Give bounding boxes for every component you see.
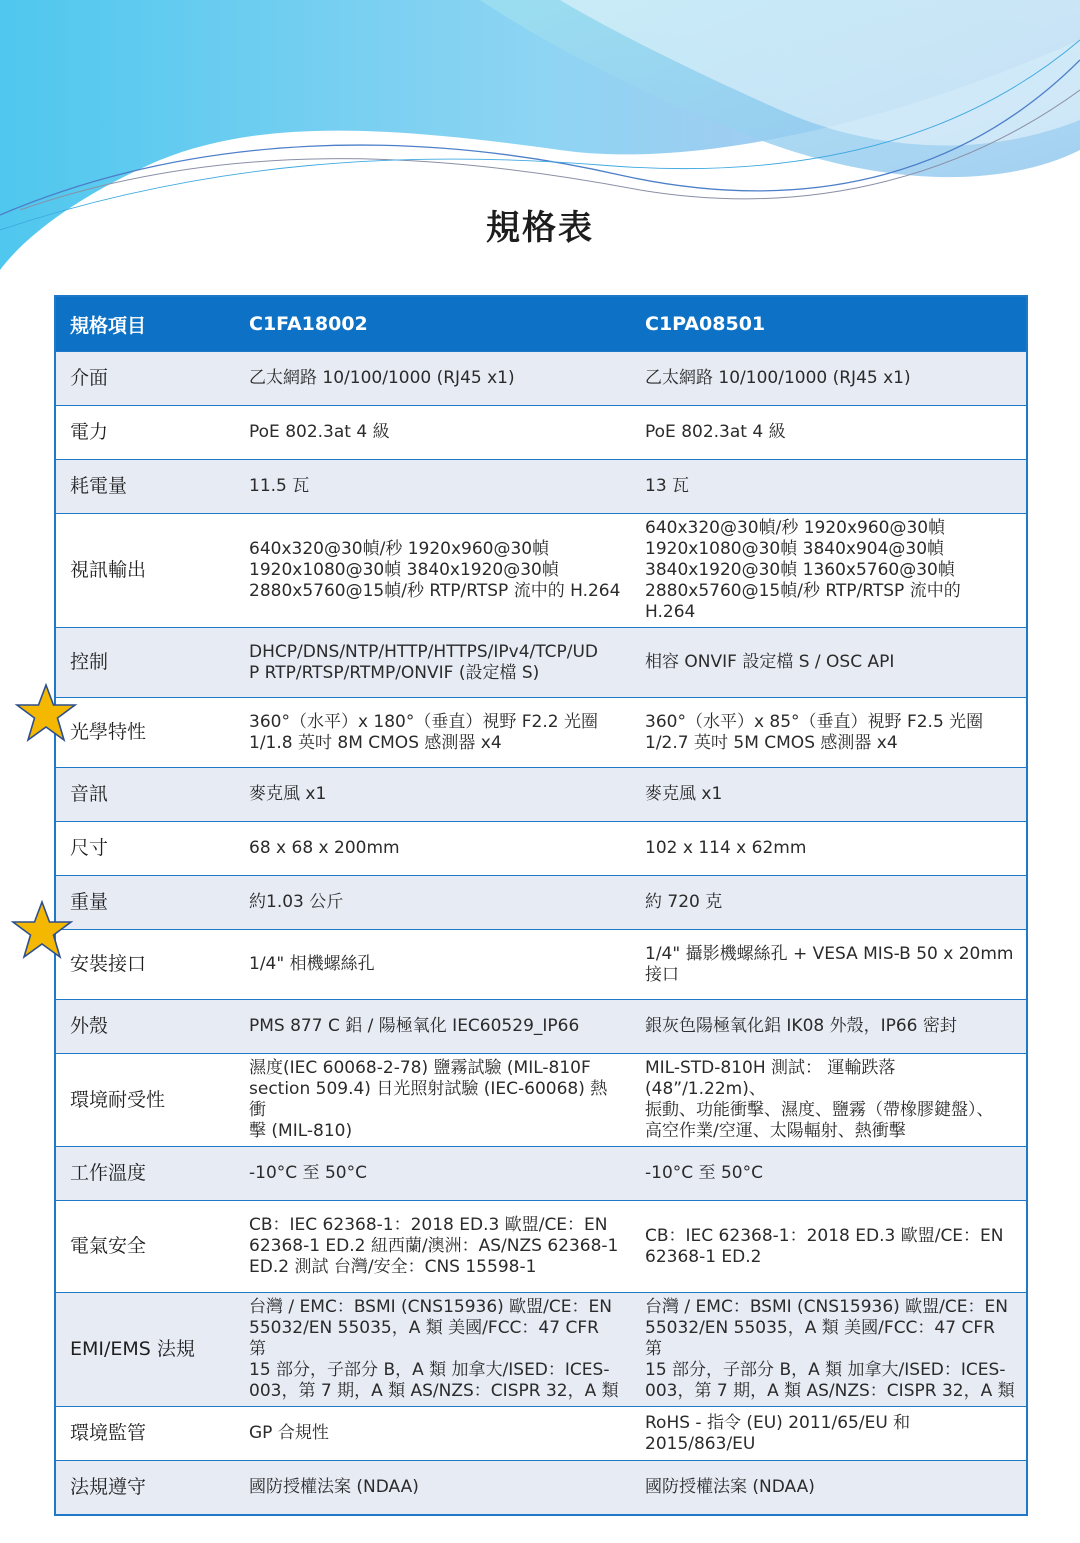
cell-c1fa18002: PMS 877 C 鋁 / 陽極氧化 IEC60529_IP66 <box>235 1000 631 1054</box>
cell-c1pa08501: 台灣 / EMC：BSMI (CNS15936) 歐盟/CE：EN 55032/EN 55035，A 類 美國/FCC：47 CFR 第 15 部分，子部分 B，A 類 加拿大/ISED：ICES- 003，第 7 期，A 類 AS/NZS：CISPR 32，A 類 <box>631 1293 1027 1407</box>
star-icon <box>14 683 78 743</box>
cell-c1fa18002: 1/4" 相機螺絲孔 <box>235 930 631 1000</box>
row-label: 尺寸 <box>55 822 235 876</box>
table-row <box>55 628 1027 698</box>
cell-c1pa08501: 國防授權法案 (NDAA) <box>631 1461 1027 1515</box>
table-row <box>55 1147 1027 1201</box>
cell-c1pa08501: 360°（水平）x 85°（垂直）視野 F2.5 光圈 1/2.7 英吋 5M CMOS 感測器 x4 <box>631 698 1027 768</box>
row-label: 控制 <box>55 628 235 698</box>
cell-c1pa08501: 13 瓦 <box>631 460 1027 514</box>
cell-c1pa08501: 麥克風 x1 <box>631 768 1027 822</box>
row-label: 音訊 <box>55 768 235 822</box>
row-label: 視訊輸出 <box>55 514 235 628</box>
table-row <box>55 406 1027 460</box>
table-row <box>55 768 1027 822</box>
cell-c1fa18002: 國防授權法案 (NDAA) <box>235 1461 631 1515</box>
row-label: 環境耐受性 <box>55 1054 235 1147</box>
cell-c1pa08501: 銀灰色陽極氧化鋁 IK08 外殼，IP66 密封 <box>631 1000 1027 1054</box>
cell-c1fa18002: PoE 802.3at 4 級 <box>235 406 631 460</box>
header-model-c1pa08501: C1PA08501 <box>631 296 1027 352</box>
cell-c1fa18002: 11.5 瓦 <box>235 460 631 514</box>
table-row <box>55 698 1027 768</box>
cell-c1fa18002: 乙太網路 10/100/1000 (RJ45 x1) <box>235 352 631 406</box>
row-label: 外殼 <box>55 1000 235 1054</box>
page-title: 規格表 <box>486 208 594 248</box>
table-row <box>55 1201 1027 1293</box>
cell-c1fa18002: 麥克風 x1 <box>235 768 631 822</box>
cell-c1pa08501: 乙太網路 10/100/1000 (RJ45 x1) <box>631 352 1027 406</box>
cell-c1pa08501: 640x320@30幀/秒 1920x960@30幀 1920x1080@30幀 3840x904@30幀 3840x1920@30幀 1360x5760@30幀 2880x5760@15幀/秒 RTP/RTSP 流中的 H.264 <box>631 514 1027 628</box>
table-row <box>55 1407 1027 1461</box>
table-row <box>55 514 1027 628</box>
cell-c1pa08501: CB：IEC 62368-1：2018 ED.3 歐盟/CE：EN 62368-1 ED.2 <box>631 1201 1027 1293</box>
cell-c1fa18002: DHCP/DNS/NTP/HTTP/HTTPS/IPv4/TCP/UD P RTP/RTSP/RTMP/ONVIF (設定檔 S) <box>235 628 631 698</box>
table-row <box>55 1293 1027 1407</box>
table-row <box>55 876 1027 930</box>
table-row <box>55 352 1027 406</box>
cell-c1fa18002: 360°（水平）x 180°（垂直）視野 F2.2 光圈 1/1.8 英吋 8M CMOS 感測器 x4 <box>235 698 631 768</box>
table-header-row <box>55 296 1027 352</box>
cell-c1fa18002: 68 x 68 x 200mm <box>235 822 631 876</box>
star-icon <box>10 900 74 960</box>
cell-c1pa08501: 1/4" 攝影機螺絲孔 + VESA MIS-B 50 x 20mm 接口 <box>631 930 1027 1000</box>
cell-c1pa08501: 相容 ONVIF 設定檔 S / OSC API <box>631 628 1027 698</box>
cell-c1fa18002: 約1.03 公斤 <box>235 876 631 930</box>
row-label: 光學特性 <box>55 698 235 768</box>
table-row <box>55 460 1027 514</box>
cell-c1fa18002: 濕度(IEC 60068-2-78) 鹽霧試驗 (MIL-810F section 509.4) 日光照射試驗 (IEC-60068) 熱衝 擊 (MIL-810) <box>235 1054 631 1147</box>
row-label: EMI/EMS 法規 <box>55 1293 235 1407</box>
header-model-c1fa18002: C1FA18002 <box>235 296 631 352</box>
cell-c1fa18002: GP 合規性 <box>235 1407 631 1461</box>
cell-c1fa18002: 台灣 / EMC：BSMI (CNS15936) 歐盟/CE：EN 55032/EN 55035，A 類 美國/FCC：47 CFR 第 15 部分，子部分 B，A 類 加拿大/ISED：ICES- 003，第 7 期，A 類 AS/NZS：CISPR 32，A 類 <box>235 1293 631 1407</box>
cell-c1fa18002: 640x320@30幀/秒 1920x960@30幀 1920x1080@30幀 3840x1920@30幀 2880x5760@15幀/秒 RTP/RTSP 流中的 H.264 <box>235 514 631 628</box>
table-row <box>55 822 1027 876</box>
cell-c1fa18002: -10°C 至 50°C <box>235 1147 631 1201</box>
cell-c1pa08501: PoE 802.3at 4 級 <box>631 406 1027 460</box>
row-label: 電氣安全 <box>55 1201 235 1293</box>
row-label: 介面 <box>55 352 235 406</box>
spec-table <box>54 295 1028 1516</box>
cell-c1pa08501: MIL-STD-810H 測試： 運輸跌落 (48”/1.22m)、 振動、功能衝擊、濕度、鹽霧（帶橡膠鍵盤）、 高空作業/空運、太陽輻射、熱衝擊 <box>631 1054 1027 1147</box>
row-label: 安裝接口 <box>55 930 235 1000</box>
table-row <box>55 1461 1027 1515</box>
table-row <box>55 1000 1027 1054</box>
table-row <box>55 1054 1027 1147</box>
row-label: 重量 <box>55 876 235 930</box>
header-spec-item: 規格項目 <box>55 296 235 352</box>
row-label: 工作溫度 <box>55 1147 235 1201</box>
table-row <box>55 930 1027 1000</box>
cell-c1fa18002: CB：IEC 62368-1：2018 ED.3 歐盟/CE：EN 62368-1 ED.2 紐西蘭/澳洲：AS/NZS 62368-1 ED.2 測試 台灣/安全：CNS 15598-1 <box>235 1201 631 1293</box>
cell-c1pa08501: RoHS - 指令 (EU) 2011/65/EU 和 2015/863/EU <box>631 1407 1027 1461</box>
row-label: 耗電量 <box>55 460 235 514</box>
cell-c1pa08501: -10°C 至 50°C <box>631 1147 1027 1201</box>
row-label: 環境監管 <box>55 1407 235 1461</box>
cell-c1pa08501: 約 720 克 <box>631 876 1027 930</box>
cell-c1pa08501: 102 x 114 x 62mm <box>631 822 1027 876</box>
row-label: 法規遵守 <box>55 1461 235 1515</box>
row-label: 電力 <box>55 406 235 460</box>
